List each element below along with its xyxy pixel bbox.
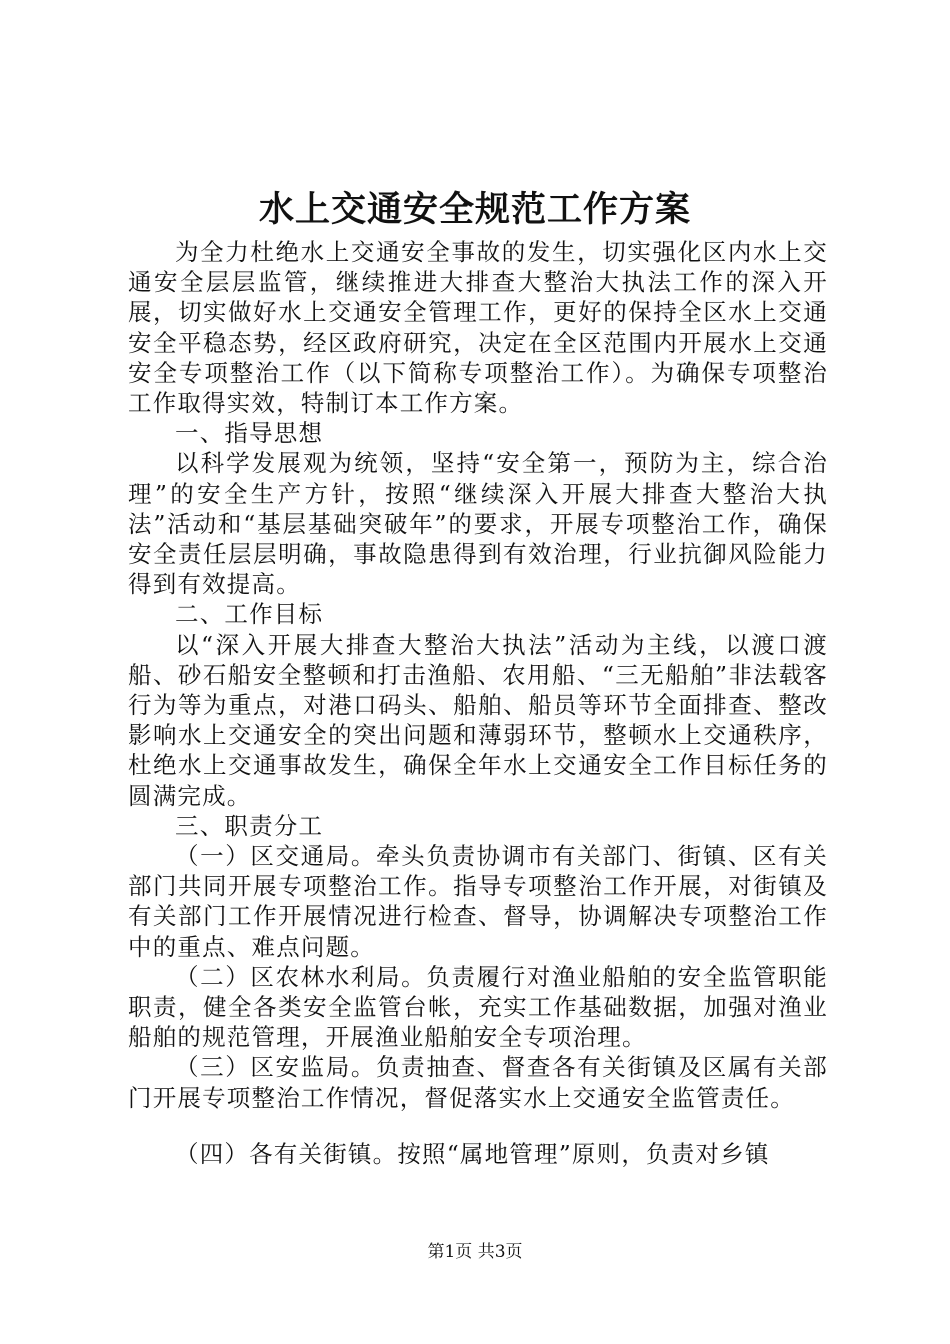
responsibility-transport-bureau: （一）区交通局。牵头负责协调市有关部门、街镇、区有关部门共同开展专项整治工作。指导专项整治工作开展，对街镇及有关部门工作开展情况进行检查、督导，协调解决专项整治工作中的重点、难点问题。: [128, 842, 828, 961]
responsibility-streets-towns: （四）各有关街镇。按照“属地管理”原则，负责对乡镇: [175, 1139, 770, 1168]
guiding-ideology-paragraph: 以科学发展观为统领，坚持“安全第一，预防为主，综合治理”的安全生产方针，按照“继续深入开展大排查大整治大执法”活动和“基层基础突破年”的要求，开展专项整治工作，确保安全责任层层明确，事故隐患得到有效治理，行业抗御风险能力得到有效提高。: [128, 449, 828, 599]
section-heading-guiding-ideology: 一、指导思想: [175, 419, 324, 448]
section-heading-work-goals: 二、工作目标: [175, 600, 324, 629]
section-heading-responsibilities: 三、职责分工: [175, 811, 324, 840]
intro-paragraph: 为全力杜绝水上交通安全事故的发生，切实强化区内水上交通安全层层监管，继续推进大排查大整治大执法工作的深入开展，切实做好水上交通安全管理工作，更好的保持全区水上交通安全平稳态势，经区政府研究，决定在全区范围内开展水上交通安全专项整治工作（以下简称专项整治工作）。为确保专项整治工作取得实效，特制订本工作方案。: [128, 238, 828, 418]
document-title: 水上交通安全规范工作方案: [258, 189, 691, 230]
responsibility-safety-bureau: （三）区安监局。负责抽查、督查各有关街镇及区属有关部门开展专项整治工作情况，督促落实水上交通安全监管责任。: [128, 1053, 828, 1112]
page-number-footer: 第1页 共3页: [427, 1242, 523, 1262]
work-goals-paragraph: 以“深入开展大排查大整治大执法”活动为主线，以渡口渡船、砂石船安全整顿和打击渔船、农用船、“三无船舶”非法载客行为等为重点，对港口码头、船舶、船员等环节全面排查、整改影响水上交通安全的突出问题和薄弱环节，整顿水上交通秩序，杜绝水上交通事故发生，确保全年水上交通安全工作目标任务的圆满完成。: [128, 630, 828, 810]
document-body: [128, 237, 828, 1169]
responsibility-agriculture-bureau: （二）区农林水利局。负责履行对渔业船舶的安全监管职能职责，健全各类安全监管台帐，充实工作基础数据，加强对渔业船舶的规范管理，开展渔业船舶安全专项治理。: [128, 962, 828, 1052]
